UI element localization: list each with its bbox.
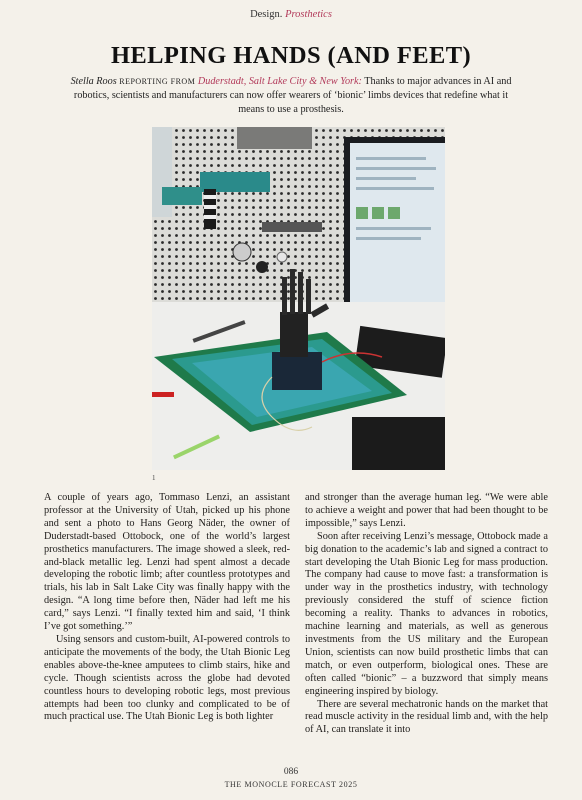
paragraph: Using sensors and custom-built, AI-powered controls to anticipate the movements of the body, the Utah Bionic Leg enables above-the-knee amputees to climb stairs, hike and cycle. Though scientists across the globe had devoted countless hours to developing robotic legs, most previous attempts had been too clunky and complicated to be of much practical use. The Utah Bionic Leg is both lighter: [44, 633, 290, 723]
section-sub: Prosthetics: [285, 9, 332, 20]
author-name: Stella Roos: [70, 76, 117, 87]
paragraph: There are several mechatronic hands on the market that read muscle activity in the residual limb and, with the help of AI, can translate it into: [305, 698, 548, 736]
body-column-left: [44, 492, 290, 724]
section-label: [0, 9, 582, 20]
figure-number: 1: [152, 474, 156, 482]
paragraph: Soon after receiving Lenzi’s message, Ottobock made a big donation to the academic’s lab and signed a contract to start developing the Utah Bionic Leg for mass production. The company had cause to move fast: a transformation is under way in the prosthetics industry, with technology previously considered the stuff of science fiction becoming a reality. Thanks to advances in robotics, machine learning and materials, as well as generous investments from the US military and the European Union, scientists can now build prosthetic limbs that can match, or even outperform, biological ones. These are often called “bionic” – a buzzword that simply means engineering inspired by biology.: [305, 530, 548, 697]
paragraph: A couple of years ago, Tommaso Lenzi, an assistant professor at the University of Utah, picked up his phone and sent a photo to Hans Georg Näder, the owner of Duderstadt-based Ottobock, one of the world’s largest prosthetics manufacturers. The image showed a sleek, red-and-black metallic leg. Lenzi had spent almost a decade developing the robotic limb; after countless prototypes and trials, his lab in Salt Lake City was finally happy with the design. “A long time before then, Näder had left me his card,” says Lenzi. “I finally texted him and said, ‘I think I’ve got something.’”: [44, 492, 290, 633]
section-main: Design.: [250, 9, 283, 20]
reporting-from: REPORTING FROM: [119, 77, 196, 86]
publication-footer: THE MONOCLE FORECAST 2025: [224, 780, 358, 789]
standfirst-text: Thanks to major advances in AI and robotics, scientists and manufacturers can now offer wearers of ‘bionic’ limbs devices that redefine what it means to use a prosthesis.: [73, 76, 512, 115]
paragraph: and stronger than the average human leg. “We were able to achieve a weight and power that had been thought to be impossible,” says Lenzi.: [305, 492, 548, 529]
reporting-places: Duderstadt, Salt Lake City & New York:: [197, 76, 362, 87]
headline: HELPING HANDS (AND FEET): [110, 42, 472, 69]
body-column-right: [305, 492, 548, 737]
page-number: 086: [283, 767, 299, 777]
standfirst: [60, 75, 522, 117]
lab-photo: [152, 127, 445, 470]
